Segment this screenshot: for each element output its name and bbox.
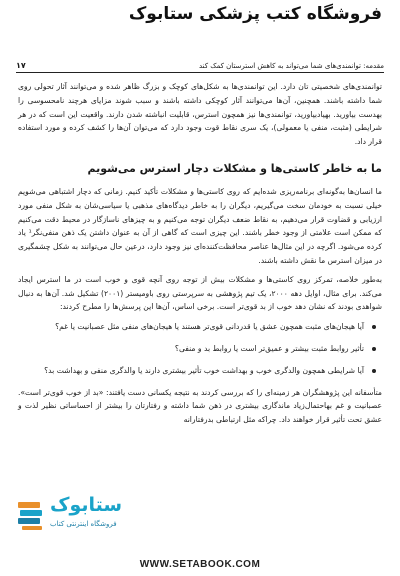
paragraph-4: متأسفانه این پژوهشگران هر زمینه‌ای را که بررسی کردند به نتیجه یکسانی دست یافتند: «بد از خوب قوی‌تر است». عصبانیت و غم بهاحتمال‌زیاد ماندگاری بیشتری در ذهن شما داشته و رفتارتان را بیشتر از احساساتی نظیر لذت و عشق تحت تأثیر قرار خواهند داد. چراکه مثل ارتباطی بدرفتارانه: [18, 387, 382, 425]
logo-wordmark: ستابوک: [50, 494, 123, 516]
book-stack-icon: [16, 498, 46, 532]
running-head: [16, 54, 384, 73]
question-item: آیا شرایطی همچون والدگری خوب و بهداشت خوب تأثیر بیشتری دارند یا والدگری منفی و بهداشت بد؟: [18, 364, 364, 378]
chapter-title: مقدمه: توانمندی‌های شما می‌تواند به کاهش استرستان کمک کند: [198, 62, 384, 70]
logo-caption: فروشگاه اینترنتی کتاب: [50, 520, 117, 528]
store-banner: [0, 0, 400, 50]
setabook-logo: [16, 494, 128, 544]
paragraph-2: ما انسان‌ها به‌گونه‌ای برنامه‌ریزی شده‌ایم که روی کاستی‌ها و مشکلات تأکید کنیم. زمانی که دچار اشتباهی می‌شویم خیلی نسبت به خودمان سخت می‌گیریم، دیگران را به خاطر دیدگاه‌های مذهبی یا سیاسی‌شان به شکل منفی مورد ارزیابی و قضاوت قرار می‌دهیم، به نقاط ضعف دیگران توجه می‌کنیم و به چیزهای ناسازگار در محیط دقت می‌کنیم که ممکن است علامتی از وجود خطر باشند. این چیزی است که گاهی از آن به عنوان داشتن یک ذهن منفی‌نگر¹ یاد کرده می‌شود. اگرچه در این مثال‌ها عناصر محافظت‌کننده‌ای نیز وجود دارد، درعین حال می‌توانند به شکل چشمگیری در میزان استرس ما نقش داشته باشند.: [18, 186, 382, 265]
question-item: تأثیر روابط مثبت بیشتر و عمیق‌تر است یا روابط بد و منفی؟: [18, 342, 364, 356]
page-number: ۱۷: [16, 61, 26, 70]
question-list: [18, 320, 382, 377]
section-heading: ما به خاطر کاستی‌ها و مشکلات دچار استرس می‌شویم: [87, 161, 382, 175]
footer-url: WWW.SETABOOK.COM: [139, 559, 261, 570]
page-body: [18, 80, 382, 432]
question-item: آیا هیجان‌های مثبت همچون عشق یا قدردانی قوی‌تر هستند یا هیجان‌های منفی مثل عصبانیت یا غم؟: [18, 320, 364, 334]
store-title: فروشگاه کتب پزشکی ستابوک: [128, 4, 382, 24]
paragraph-intro: توانمندی‌های شخصیتی تان دارد. این توانمندی‌ها به شکل‌های کوچک و بزرگ ظاهر شده و می‌توانند آثار تحولی روی شما داشته باشند. همچنین، آن‌ها می‌توانند آثار کوچکی داشته باشند و سبب شوند مزایای هرچند نامحسوسی را بهدست بیاورید. بهیادبیاورید، توانمندی‌ها نیز همچون استرس، قابلیت انباشته شدن دارند. واقعیت این است که در هر شرایطی (مثبت، منفی یا معمولی)، یک سری نقاط قوت وجود دارد که می‌توان آن‌ها را کشف کرده و مورد استفاده قرار داد.: [18, 82, 382, 147]
paragraph-3: به‌طور خلاصه، تمرکز روی کاستی‌ها و مشکلات بیش از توجه روی آنچه قوی و خوب است در ما استرس ایجاد می‌کند. برای مثال، اوایل دهه ۲۰۰۰، یک تیم پژوهشی به سرپرستی روی باومیستر (۲۰۰۱) تشکیل شد. آن‌ها به دنبال شواهدی بودند که نشان دهد خوب از بد قوی‌تر است. برخی اساس، آن‌ها این پرسش‌ها را مطرح کردند:: [18, 274, 382, 312]
